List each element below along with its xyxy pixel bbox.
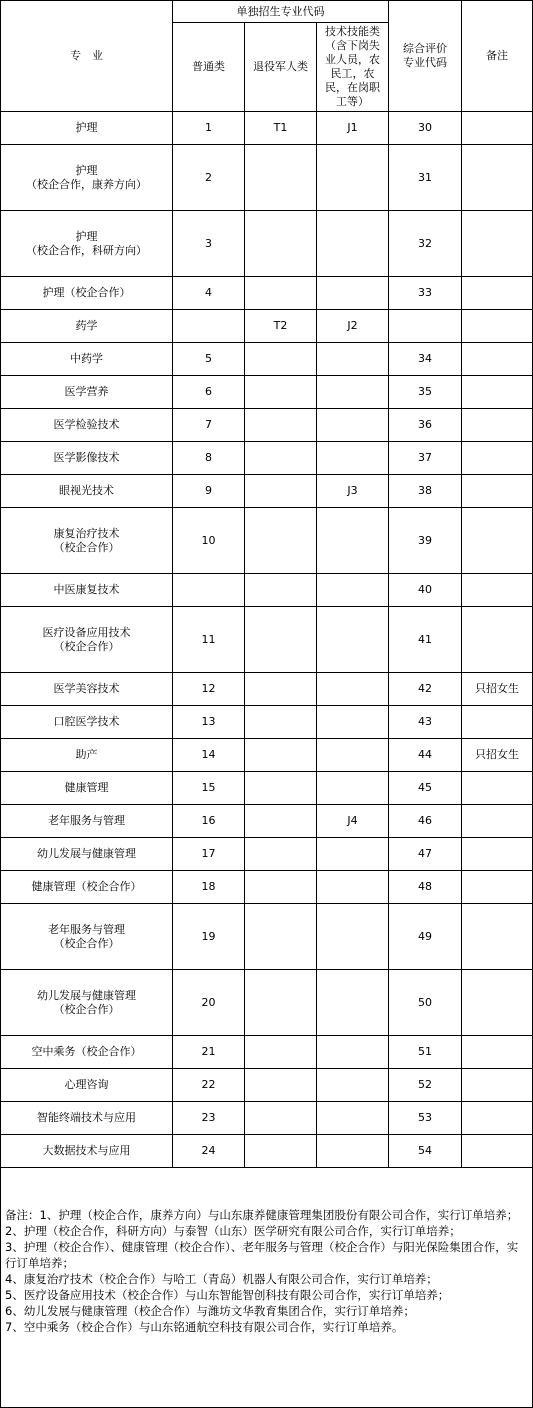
header-veteran: 退役军人类 [245, 23, 317, 112]
table-row [1, 376, 533, 409]
table-row [1, 739, 533, 772]
table-row [1, 607, 533, 673]
general-code-cell: 18 [173, 871, 245, 904]
general-code-cell: 12 [173, 673, 245, 706]
veteran-code-cell [245, 1135, 317, 1168]
table-row [1, 112, 533, 145]
comprehensive-code-cell: 34 [389, 343, 462, 376]
veteran-code-cell [245, 211, 317, 277]
comprehensive-code-cell: 51 [389, 1036, 462, 1069]
skill-code-cell [317, 904, 389, 970]
table-row [1, 145, 533, 211]
note-line: 3、护理（校企合作）、健康管理（校企合作）、老年服务与管理（校企合作）与阳光保险集团合作，实行订单培养； [5, 1240, 519, 1270]
veteran-code-cell [245, 871, 317, 904]
table-row [1, 442, 533, 475]
skill-code-cell [317, 1036, 389, 1069]
comprehensive-code-cell: 50 [389, 970, 462, 1036]
table-row [1, 871, 533, 904]
veteran-code-cell [245, 1036, 317, 1069]
comprehensive-code-cell: 32 [389, 211, 462, 277]
remark-cell [462, 310, 533, 343]
major-name-line: 智能终端技术与应用 [37, 1111, 136, 1124]
comprehensive-code-cell: 36 [389, 409, 462, 442]
comprehensive-code-cell: 53 [389, 1102, 462, 1135]
major-cell [1, 508, 173, 574]
major-cell [1, 145, 173, 211]
major-cell [1, 1069, 173, 1102]
remark-cell [462, 1069, 533, 1102]
general-code-cell: 15 [173, 772, 245, 805]
comprehensive-code-cell: 35 [389, 376, 462, 409]
remark-cell [462, 277, 533, 310]
major-name-line: 医疗设备应用技术 [42, 625, 131, 639]
remark-cell [462, 838, 533, 871]
veteran-code-cell [245, 574, 317, 607]
major-name-line: 心理咨询 [64, 1078, 109, 1091]
table-row [1, 475, 533, 508]
general-code-cell: 19 [173, 904, 245, 970]
table-row [1, 904, 533, 970]
header-remark: 备注 [462, 1, 533, 112]
note-line: 7、空中乘务（校企合作）与山东铭通航空科技有限公司合作，实行订单培养。 [5, 1320, 404, 1334]
table-row [1, 508, 533, 574]
table-row [1, 706, 533, 739]
major-cell [1, 904, 173, 970]
skill-code-cell [317, 772, 389, 805]
general-code-cell: 14 [173, 739, 245, 772]
remark-cell: 只招女生 [462, 739, 533, 772]
table-row [1, 277, 533, 310]
comprehensive-code-cell: 41 [389, 607, 462, 673]
comprehensive-code-cell: 52 [389, 1069, 462, 1102]
skill-code-cell [317, 739, 389, 772]
remark-cell [462, 772, 533, 805]
table-row [1, 211, 533, 277]
major-cell [1, 805, 173, 838]
remark-cell [462, 607, 533, 673]
major-name-line: 幼儿发展与健康管理 [37, 988, 136, 1002]
remark-cell [462, 343, 533, 376]
skill-code-cell [317, 277, 389, 310]
general-code-cell: 13 [173, 706, 245, 739]
table-row [1, 1069, 533, 1102]
general-code-cell: 3 [173, 211, 245, 277]
skill-code-cell [317, 838, 389, 871]
table-row [1, 574, 533, 607]
major-cell [1, 673, 173, 706]
veteran-code-cell [245, 805, 317, 838]
header-skill [317, 23, 389, 112]
major-name-line: 老年服务与管理 [48, 814, 125, 827]
skill-code-cell [317, 970, 389, 1036]
general-code-cell: 7 [173, 409, 245, 442]
major-cell [1, 112, 173, 145]
veteran-code-cell [245, 838, 317, 871]
comprehensive-code-cell: 42 [389, 673, 462, 706]
note-line: 备注：1、护理（校企合作，康养方向）与山东康养健康管理集团股份有限公司合作，实行订单培养； [5, 1208, 519, 1222]
general-code-cell: 11 [173, 607, 245, 673]
remark-cell [462, 145, 533, 211]
major-cell [1, 838, 173, 871]
major-name-line: 中医康复技术 [53, 583, 120, 596]
remark-cell [462, 904, 533, 970]
comprehensive-code-cell: 54 [389, 1135, 462, 1168]
veteran-code-cell [245, 343, 317, 376]
major-cell [1, 442, 173, 475]
veteran-code-cell [245, 706, 317, 739]
general-code-cell: 17 [173, 838, 245, 871]
veteran-code-cell [245, 409, 317, 442]
major-cell [1, 607, 173, 673]
general-code-cell: 6 [173, 376, 245, 409]
table-row [1, 409, 533, 442]
skill-code-cell [317, 574, 389, 607]
comprehensive-code-cell: 43 [389, 706, 462, 739]
header-comprehensive [389, 1, 462, 112]
major-name-line: 医学检验技术 [53, 418, 120, 431]
remark-cell: 只招女生 [462, 673, 533, 706]
major-name-line: 眼视光技术 [59, 484, 114, 497]
table-row [1, 970, 533, 1036]
skill-code-cell [317, 211, 389, 277]
skill-code-cell: J1 [317, 112, 389, 145]
note-line: 6、幼儿发展与健康管理（校企合作）与潍坊文华教育集团合作，实行订单培养； [5, 1304, 415, 1318]
general-code-cell: 22 [173, 1069, 245, 1102]
skill-code-cell [317, 145, 389, 211]
header-skill-text: 技术技能类（含下岗失业人员，农民工，农民，在岗职工等） [325, 25, 380, 108]
table-row [1, 343, 533, 376]
veteran-code-cell [245, 145, 317, 211]
major-name-line: 康复治疗技术 [53, 526, 120, 540]
skill-code-cell: J3 [317, 475, 389, 508]
skill-code-cell [317, 508, 389, 574]
note-line: 2、护理（校企合作，科研方向）与泰智（山东）医学研究有限公司合作，实行订单培养； [5, 1224, 461, 1238]
veteran-code-cell: T2 [245, 310, 317, 343]
general-code-cell: 2 [173, 145, 245, 211]
general-code-cell: 20 [173, 970, 245, 1036]
skill-code-cell: J4 [317, 805, 389, 838]
veteran-code-cell [245, 772, 317, 805]
remark-cell [462, 376, 533, 409]
comprehensive-code-cell: 37 [389, 442, 462, 475]
major-cell [1, 706, 173, 739]
general-code-cell: 10 [173, 508, 245, 574]
general-code-cell: 23 [173, 1102, 245, 1135]
major-name-line: 医学美容技术 [53, 682, 120, 695]
veteran-code-cell: T1 [245, 112, 317, 145]
table-row [1, 1036, 533, 1069]
major-name-line: 幼儿发展与健康管理 [37, 847, 136, 860]
major-name-line: 健康管理（校企合作） [31, 880, 142, 893]
major-name-line: 助产 [75, 748, 98, 761]
veteran-code-cell [245, 508, 317, 574]
general-code-cell: 8 [173, 442, 245, 475]
major-name-line: 护理（校企合作） [42, 286, 131, 299]
major-name-line: 药学 [75, 319, 98, 332]
major-cell [1, 409, 173, 442]
major-cell [1, 1036, 173, 1069]
major-name-line: 大数据技术与应用 [42, 1144, 131, 1157]
comprehensive-code-cell [389, 310, 462, 343]
skill-code-cell [317, 1135, 389, 1168]
veteran-code-cell [245, 1069, 317, 1102]
table-row [1, 673, 533, 706]
veteran-code-cell [245, 277, 317, 310]
comprehensive-code-cell: 39 [389, 508, 462, 574]
major-cell [1, 277, 173, 310]
skill-code-cell [317, 1102, 389, 1135]
skill-code-cell [317, 409, 389, 442]
major-name-line: 口腔医学技术 [53, 715, 120, 728]
major-name-line: （校企合作） [53, 936, 120, 950]
remark-cell [462, 805, 533, 838]
skill-code-cell [317, 706, 389, 739]
major-name-line: （校企合作） [53, 540, 120, 554]
skill-code-cell [317, 442, 389, 475]
skill-code-cell [317, 1069, 389, 1102]
veteran-code-cell [245, 739, 317, 772]
major-name-line: 老年服务与管理 [48, 922, 125, 936]
remark-cell [462, 574, 533, 607]
major-name-line: 医学营养 [64, 385, 109, 398]
table-row [1, 1102, 533, 1135]
remark-cell [462, 112, 533, 145]
comprehensive-code-cell: 38 [389, 475, 462, 508]
general-code-cell: 5 [173, 343, 245, 376]
remark-cell [462, 409, 533, 442]
major-cell [1, 211, 173, 277]
comprehensive-code-cell: 47 [389, 838, 462, 871]
header-single-enroll: 单独招生专业代码 [173, 1, 389, 23]
header-major: 专 业 [1, 1, 173, 112]
general-code-cell: 24 [173, 1135, 245, 1168]
remark-cell [462, 970, 533, 1036]
comprehensive-code-cell: 30 [389, 112, 462, 145]
major-name-line: 中药学 [70, 352, 103, 365]
general-code-cell: 1 [173, 112, 245, 145]
skill-code-cell [317, 376, 389, 409]
veteran-code-cell [245, 673, 317, 706]
comprehensive-code-cell: 31 [389, 145, 462, 211]
major-cell [1, 739, 173, 772]
major-name-line: 健康管理 [64, 781, 109, 794]
general-code-cell [173, 310, 245, 343]
table-row [1, 772, 533, 805]
major-cell [1, 772, 173, 805]
remark-cell [462, 508, 533, 574]
veteran-code-cell [245, 442, 317, 475]
major-name-line: （校企合作） [53, 639, 120, 653]
major-cell [1, 310, 173, 343]
comprehensive-code-cell: 46 [389, 805, 462, 838]
veteran-code-cell [245, 475, 317, 508]
major-name-line: 护理 [75, 163, 98, 177]
remark-cell [462, 871, 533, 904]
general-code-cell: 16 [173, 805, 245, 838]
header-general: 普通类 [173, 23, 245, 112]
general-code-cell: 4 [173, 277, 245, 310]
table-row [1, 838, 533, 871]
comprehensive-code-cell: 40 [389, 574, 462, 607]
table-row [1, 1135, 533, 1168]
major-cell [1, 871, 173, 904]
remark-cell [462, 211, 533, 277]
skill-code-cell [317, 871, 389, 904]
remark-cell [462, 706, 533, 739]
major-name-line: （校企合作，科研方向） [26, 243, 147, 257]
note-line: 5、医疗设备应用技术（校企合作）与山东智能智创科技有限公司合作，实行订单培养； [5, 1288, 450, 1302]
remark-cell [462, 1135, 533, 1168]
major-name-line: 医学影像技术 [53, 451, 120, 464]
major-cell [1, 475, 173, 508]
comprehensive-code-cell: 45 [389, 772, 462, 805]
major-cell [1, 970, 173, 1036]
veteran-code-cell [245, 970, 317, 1036]
comprehensive-code-cell: 49 [389, 904, 462, 970]
skill-code-cell [317, 673, 389, 706]
veteran-code-cell [245, 904, 317, 970]
comprehensive-code-cell: 48 [389, 871, 462, 904]
remark-cell [462, 1036, 533, 1069]
skill-code-cell: J2 [317, 310, 389, 343]
skill-code-cell [317, 607, 389, 673]
major-name-line: 护理 [75, 229, 98, 243]
table-body [1, 112, 533, 1168]
major-name-line: 护理 [75, 121, 98, 134]
major-cell [1, 1102, 173, 1135]
general-code-cell [173, 574, 245, 607]
notes-section [0, 1168, 533, 1408]
major-cell [1, 574, 173, 607]
header-comprehensive-text: 综合评价专业代码 [403, 42, 447, 69]
major-name-line: （校企合作，康养方向） [26, 177, 147, 191]
skill-code-cell [317, 343, 389, 376]
major-name-line: （校企合作） [53, 1002, 120, 1016]
comprehensive-code-cell: 33 [389, 277, 462, 310]
remark-cell [462, 442, 533, 475]
veteran-code-cell [245, 376, 317, 409]
major-name-line: 空中乘务（校企合作） [31, 1045, 142, 1058]
remark-cell [462, 475, 533, 508]
general-code-cell: 9 [173, 475, 245, 508]
major-cell [1, 343, 173, 376]
table-row [1, 310, 533, 343]
veteran-code-cell [245, 607, 317, 673]
table-row [1, 805, 533, 838]
major-cell [1, 376, 173, 409]
remark-cell [462, 1102, 533, 1135]
general-code-cell: 21 [173, 1036, 245, 1069]
veteran-code-cell [245, 1102, 317, 1135]
note-line: 4、康复治疗技术（校企合作）与哈工（青岛）机器人有限公司合作，实行订单培养； [5, 1272, 438, 1286]
major-cell [1, 1135, 173, 1168]
comprehensive-code-cell: 44 [389, 739, 462, 772]
